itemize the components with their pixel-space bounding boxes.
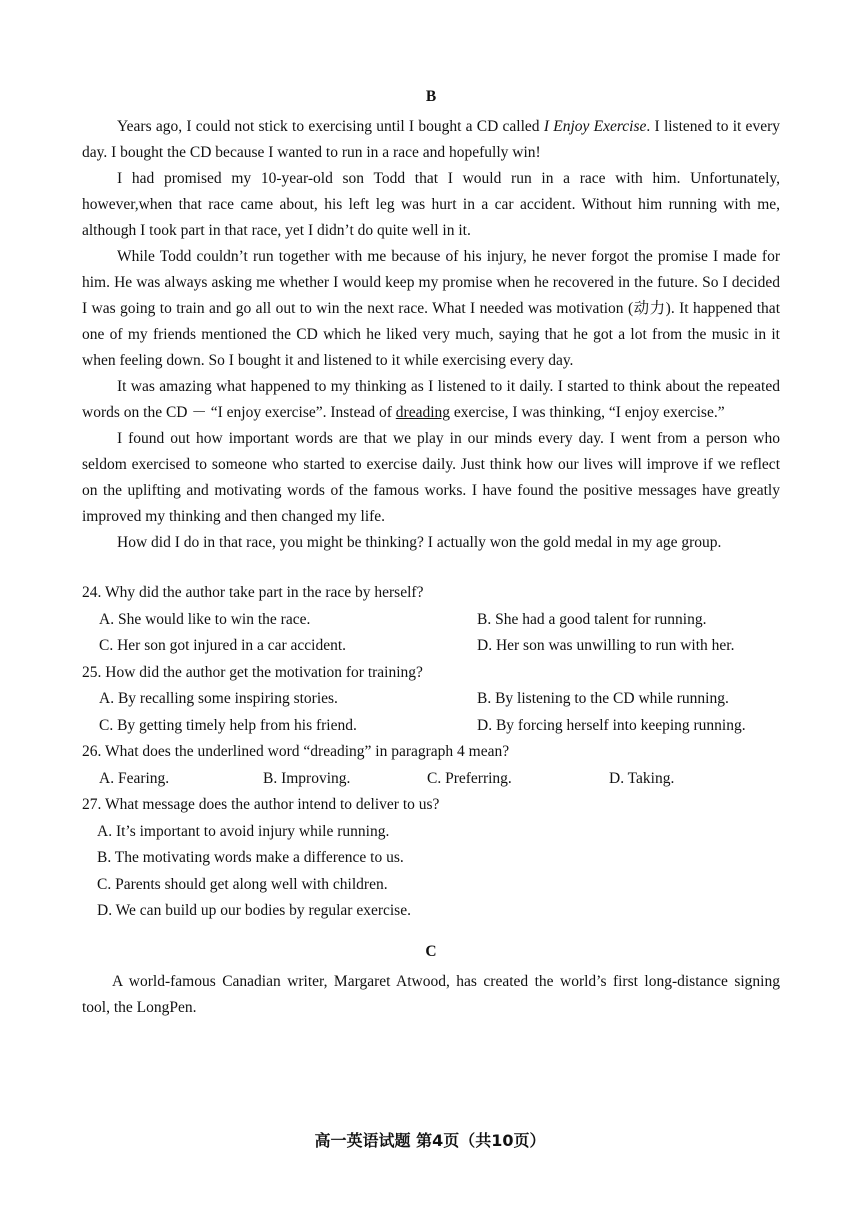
question-25 [82,660,780,740]
option-d: D. By forcing herself into keeping running. [477,716,746,734]
option-a: A. Fearing. [99,769,170,787]
text: exercise, I was thinking, “I enjoy exercise.” [450,404,725,421]
question-stem: 27. What message does the author intend to deliver to us? [82,796,440,813]
text: Years ago, I could not stick to exercising until I bought a CD called [117,118,544,135]
option-c: C. Her son got injured in a car accident. [99,637,347,654]
underlined-word: dreading [395,404,451,421]
page-footer: 高一英语试题 第4页（共10页） [314,1131,546,1150]
section-c-heading: C [425,942,437,960]
section-b-heading: B [425,88,437,105]
option-a: A. She would like to win the race. [99,610,311,628]
passage-b-paragraph-4 [82,374,780,426]
passage-b-paragraph-3: While Todd couldn’t run together with me because of his injury, he never forgot the promise I made for him. He was always asking me whether I would keep my promise when he recovered in the future. So I decided I was going to train and go all out to win the next race. What I needed was motivation (动力). It happened that one of my friends mentioned the CD which he liked very much, saying that he got a lot from the music in it when feeling down. So I bought it and listened to it while exercising every day. [82,248,780,369]
passage-b-paragraph-5: I found out how important words are that we play in our minds every day. I went from a person who seldom exercised to someone who started to exercise daily. Just think how our lives will improve if we reflect on the uplifting and motivating words of the famous works. I have found the positive messages have greatly improved my thinking and then changed my life. [82,430,780,525]
passage-c-paragraph-1: A world-famous Canadian writer, Margaret Atwood, has created the world’s first long-distance signing tool, the LongPen. [82,972,780,1016]
option-d: D. Her son was unwilling to run with her. [477,637,735,654]
option-c: C. Preferring. [427,769,512,787]
options-row [82,607,780,634]
passage-b-paragraph-1 [82,114,780,166]
passage-b-paragraph-6: How did I do in that race, you might be thinking? I actually won the gold medal in my age group. [117,534,722,551]
text: It was amazing what happened to my thinking as I listened to it daily. I started to think about the repeated words on the CD － “I enjoy exercise”. Instead of [82,378,780,421]
question-stem: 25. How did the author get the motivation for training? [82,663,423,681]
option-b: B. Improving. [263,769,351,787]
passage-b-paragraph-2: I had promised my 10-year-old son Todd that I would run in a race with him. Unfortunately, however,when that race came about, his left leg was hurt in a car accident. Without him running with me, although I took part in that race, yet I didn’t do quite well in it. [82,170,780,239]
question-26 [82,739,780,792]
option-d: D. We can build up our bodies by regular exercise. [97,902,411,919]
option-c: C. By getting timely help from his friend. [99,716,357,734]
option-d: D. Taking. [609,769,675,787]
options-row [82,766,780,793]
options-row [82,633,780,660]
option-b: B. She had a good talent for running. [477,610,707,628]
question-stem: 24. Why did the author take part in the race by herself? [82,584,424,601]
option-a: A. It’s important to avoid injury while running. [97,822,390,840]
exam-page [82,86,780,1021]
options-row [82,713,780,740]
option-b: B. By listening to the CD while running. [477,690,729,707]
options-row [82,686,780,713]
option-c: C. Parents should get along well with children. [97,875,388,893]
question-stem: 26. What does the underlined word “dreading” in paragraph 4 mean? [82,743,510,760]
section-c [82,941,780,1021]
question-24 [82,580,780,660]
option-b: B. The motivating words make a difference to us. [97,849,404,866]
text: . I listened to it every day. I bought the CD because I wanted to run in a race and hopefully win! [82,118,780,161]
option-a: A. By recalling some inspiring stories. [99,690,338,707]
question-27 [82,792,780,925]
options-list [82,819,780,925]
cd-title: I Enjoy Exercise [543,118,647,135]
